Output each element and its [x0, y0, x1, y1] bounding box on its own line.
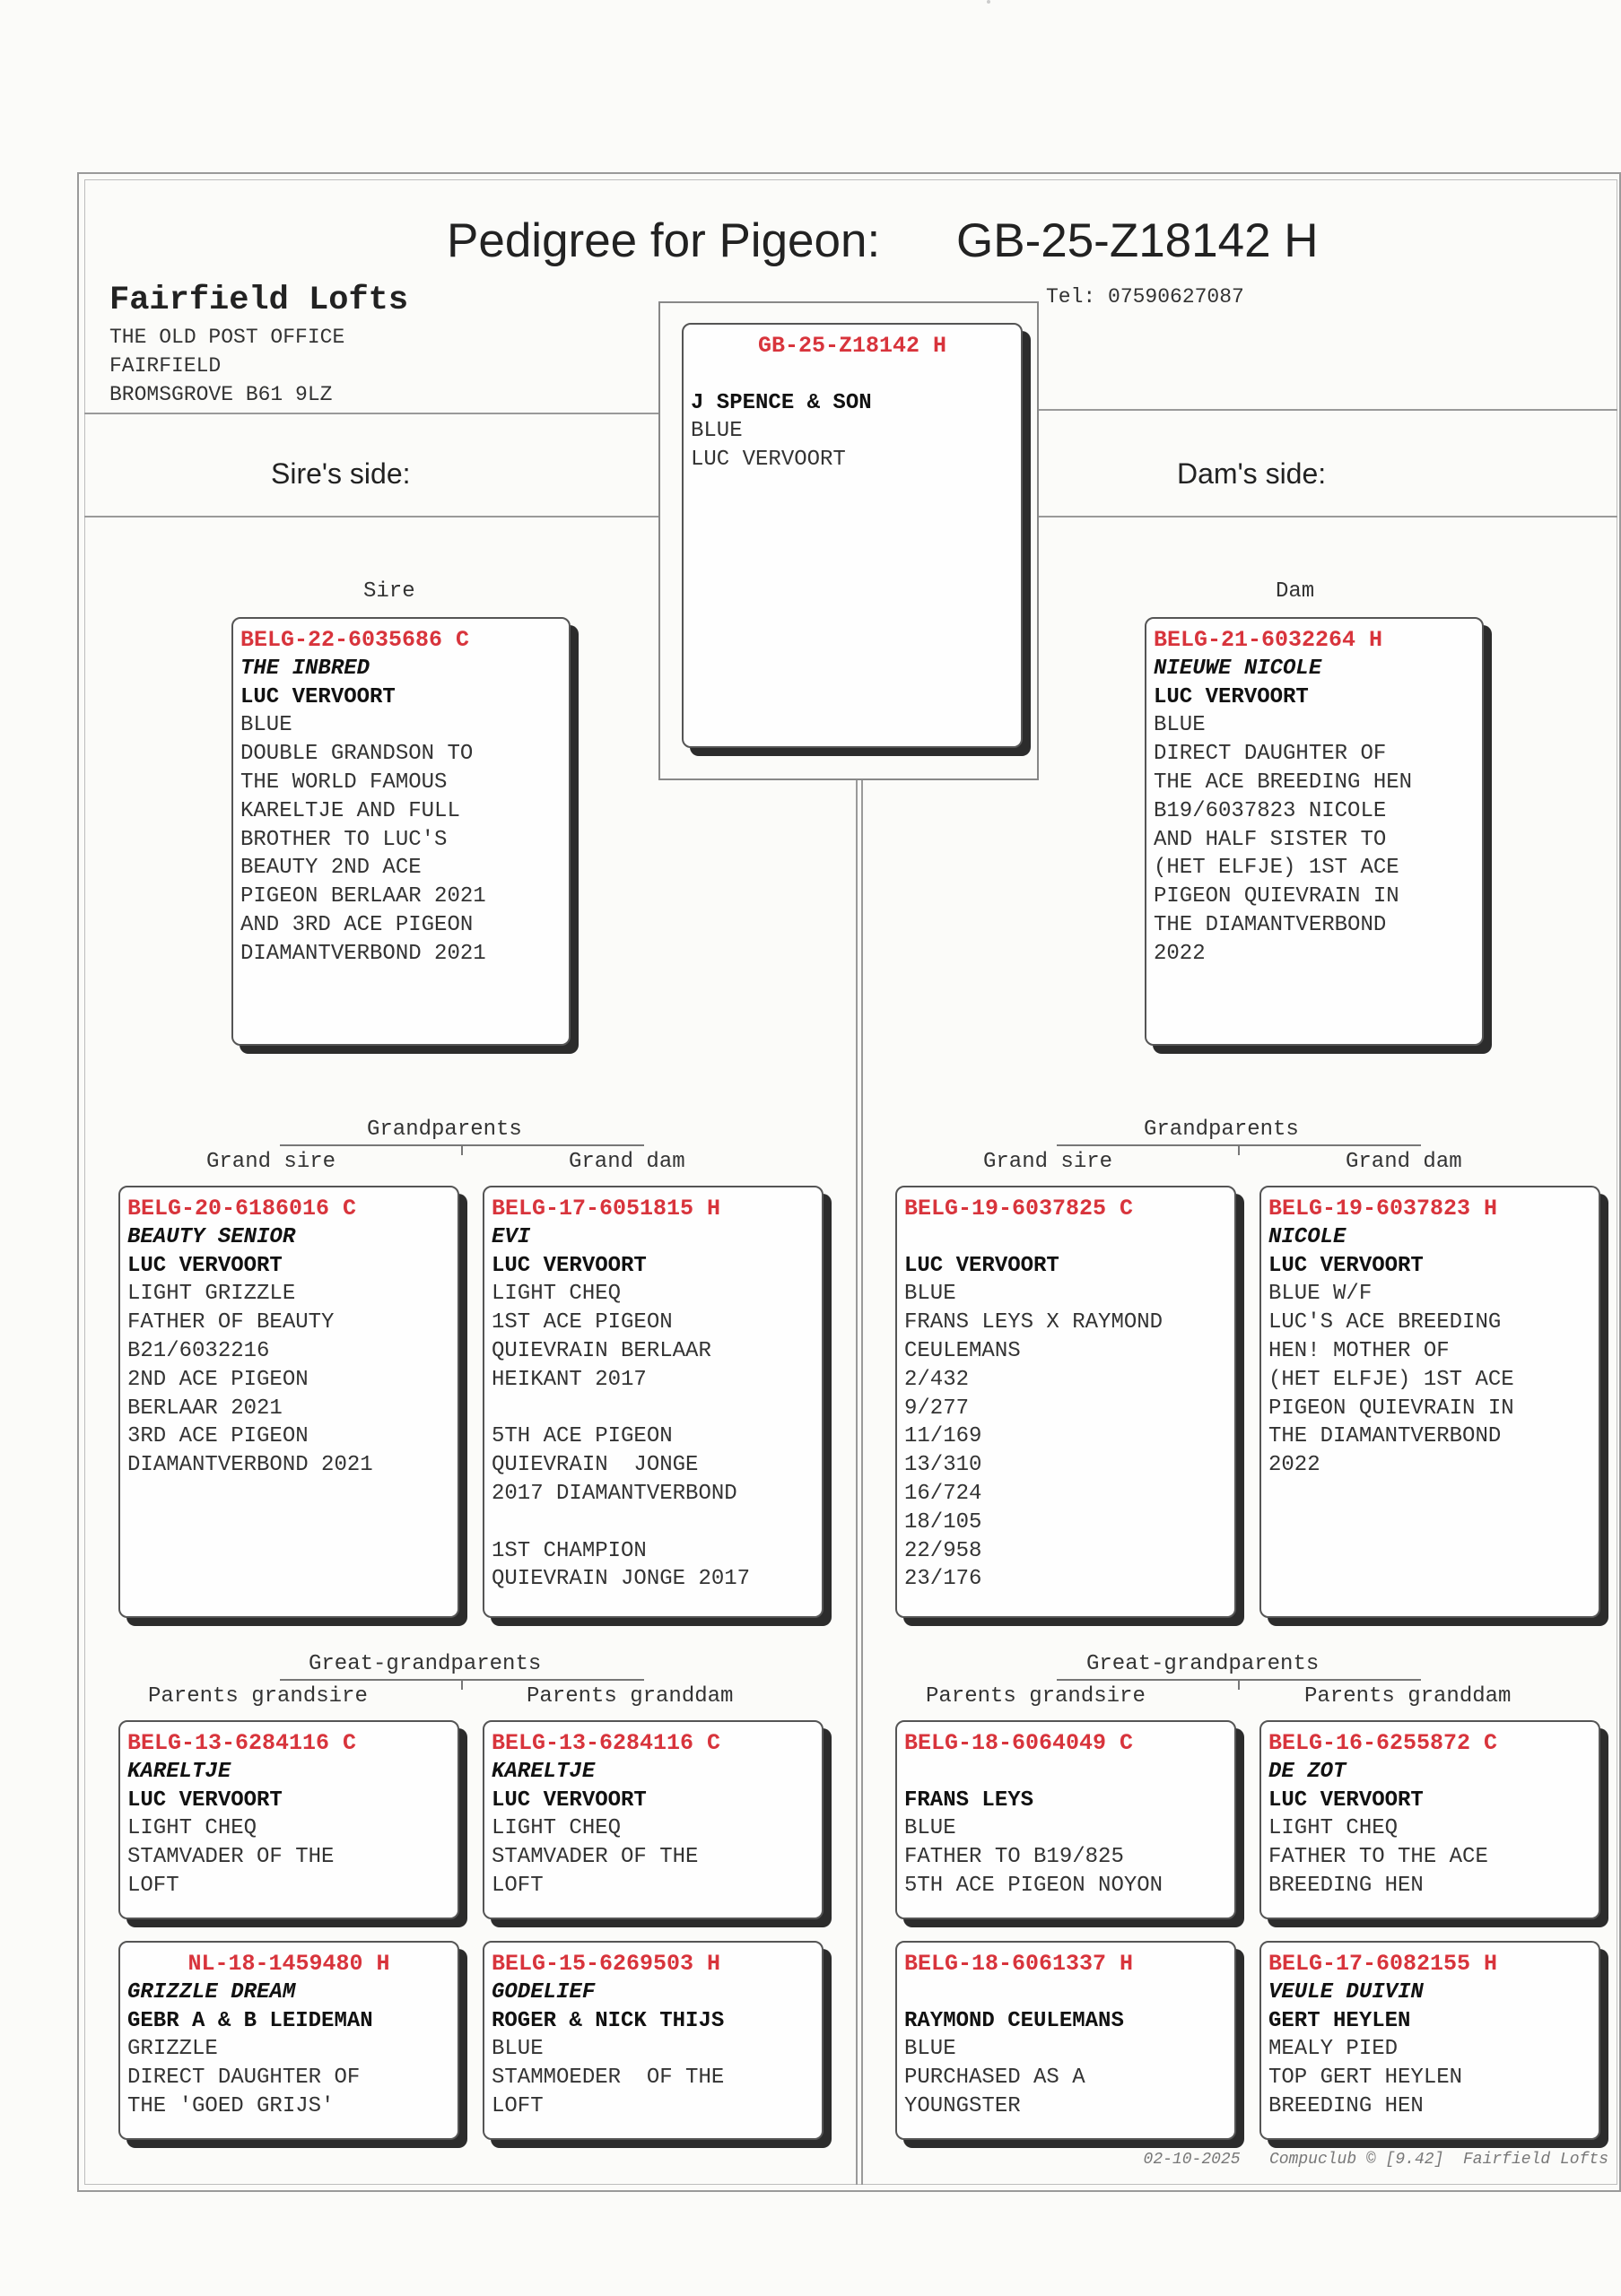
detail-line: BLUE [904, 2037, 956, 2062]
detail-line: STAMVADER OF THE [127, 1845, 335, 1870]
detail-line: STAMVADER OF THE [492, 1845, 699, 1870]
caption-bracket-tick [1238, 1679, 1240, 1690]
caption-parents-grandsire-right: Parents grandsire [926, 1684, 1146, 1709]
ring-number: BELG-18-6064049 C [904, 1730, 1134, 1756]
detail-line: AND 3RD ACE PIGEON [240, 912, 474, 937]
breeder: LUC VERVOORT [492, 1253, 647, 1278]
detail-line: CEULEMANS [904, 1338, 1021, 1363]
detail-line: PURCHASED AS A [904, 2066, 1085, 2091]
title-ring-number: GB-25-Z18142 H [956, 214, 1319, 267]
subject-card [682, 323, 1023, 748]
great-grandparent-card [118, 1720, 459, 1919]
detail-line: 23/176 [904, 1567, 982, 1592]
detail-line: BLUE [1154, 713, 1206, 738]
ring-number: BELG-16-6255872 C [1268, 1730, 1498, 1756]
detail-line: 2022 [1268, 1453, 1320, 1478]
caption-bracket-tick [461, 1144, 463, 1155]
great-grandparent-card [895, 1941, 1236, 2140]
detail-line: THE DIAMANTVERBOND [1268, 1424, 1502, 1449]
detail-line: 11/169 [904, 1424, 982, 1449]
breeder: FRANS LEYS [904, 1787, 1034, 1813]
detail-line: DOUBLE GRANDSON TO [240, 742, 474, 767]
ring-number: BELG-15-6269503 H [492, 1951, 721, 1977]
caption-grandparents-dam-side: Grandparents [1144, 1118, 1299, 1142]
breeder: J SPENCE & SON [691, 390, 872, 415]
detail-line: BERLAAR 2021 [127, 1396, 283, 1421]
pigeon-name [904, 1223, 1227, 1252]
detail-line: YOUNGSTER [904, 2093, 1021, 2118]
detail-line: THE 'GOED GRIJS' [127, 2093, 335, 2118]
detail-line: LIGHT CHEQ [492, 1816, 622, 1841]
detail-line: 2017 DIAMANTVERBOND [492, 1481, 737, 1506]
detail-line: FATHER TO THE ACE [1268, 1845, 1488, 1870]
detail-line: B21/6032216 [127, 1338, 270, 1363]
detail-line: LIGHT CHEQ [127, 1816, 257, 1841]
detail-line: BEAUTY 2ND ACE [240, 856, 422, 881]
caption-grand-dam-left: Grand dam [569, 1150, 685, 1174]
address-line-2: FAIRFIELD [109, 354, 222, 378]
detail-line: QUIEVRAIN JONGE 2017 [492, 1567, 751, 1592]
caption-grandparents-sire-side: Grandparents [367, 1118, 522, 1142]
detail-line: BLUE [691, 419, 743, 444]
detail-line: BLUE [904, 1282, 956, 1307]
detail-line: QUIEVRAIN JONGE [492, 1453, 699, 1478]
great-grandparent-card [118, 1941, 459, 2140]
detail-line: THE WORLD FAMOUS [240, 770, 448, 795]
detail-line: PIGEON QUIEVRAIN IN [1268, 1396, 1514, 1421]
detail-line: LOFT [492, 2093, 544, 2118]
header-divider-left [84, 413, 658, 414]
detail-line: BLUE W/F [1268, 1282, 1373, 1307]
blank-line [691, 361, 1014, 389]
detail-line: BLUE [492, 2037, 544, 2062]
detail-line: 16/724 [904, 1481, 982, 1506]
detail-line: DIAMANTVERBOND 2021 [127, 1453, 373, 1478]
detail-line: LIGHT GRIZZLE [127, 1282, 296, 1307]
side-divider-right [1039, 516, 1617, 517]
detail-line: PIGEON QUIEVRAIN IN [1154, 884, 1399, 909]
scan-mark [987, 0, 990, 4]
great-grandparent-card [1259, 1941, 1600, 2140]
page-title [447, 213, 880, 268]
address-line-1: THE OLD POST OFFICE [109, 326, 345, 349]
detail-line: STAMMOEDER OF THE [492, 2066, 725, 2091]
sire-side-label: Sire's side: [271, 457, 411, 490]
caption-dam: Dam [1276, 579, 1315, 604]
detail-line: BROTHER TO LUC'S [240, 827, 448, 852]
header-divider-right [1039, 409, 1617, 411]
detail-line: PIGEON BERLAAR 2021 [240, 884, 486, 909]
ring-number: BELG-22-6035686 C [240, 627, 470, 653]
detail-line: 5TH ACE PIGEON NOYON [904, 1873, 1163, 1898]
detail-line: BLUE [904, 1816, 956, 1841]
detail-line: HEIKANT 2017 [492, 1367, 647, 1392]
detail-line: LIGHT CHEQ [1268, 1816, 1399, 1841]
telephone: Tel: 07590627087 [1046, 285, 1244, 309]
detail-line [492, 1509, 815, 1537]
detail-line: 2/432 [904, 1367, 970, 1392]
breeder: GEBR A & B LEIDEMAN [127, 2008, 373, 2033]
loft-name: Fairfield Lofts [109, 282, 409, 319]
caption-bracket-tick [461, 1679, 463, 1690]
pigeon-name: NICOLE [1268, 1224, 1346, 1249]
great-grandparent-card [483, 1941, 824, 2140]
center-divider-right [861, 780, 863, 2185]
detail-line: DIRECT DAUGHTER OF [127, 2066, 361, 2091]
detail-line: LIGHT CHEQ [492, 1282, 622, 1307]
footer-credit: 02-10-2025 Compuclub © [9.42] Fairfield Lofts [1143, 2151, 1608, 2169]
detail-line: LOFT [127, 1873, 179, 1898]
caption-grand-sire-right: Grand sire [983, 1150, 1113, 1174]
detail-line: 2022 [1154, 941, 1206, 966]
ring-number: BELG-21-6032264 H [1154, 627, 1383, 653]
detail-line: FRANS LEYS X RAYMOND [904, 1310, 1163, 1335]
pigeon-name: VEULE DUIVIN [1268, 1979, 1424, 2005]
detail-line: 9/277 [904, 1396, 970, 1421]
detail-line: AND HALF SISTER TO [1154, 827, 1387, 852]
pigeon-name: EVI [492, 1224, 531, 1249]
detail-line: QUIEVRAIN BERLAAR [492, 1338, 711, 1363]
great-grandparent-card [1259, 1720, 1600, 1919]
side-divider-left [84, 516, 658, 517]
detail-line: MEALY PIED [1268, 2037, 1399, 2062]
detail-line: 18/105 [904, 1509, 982, 1535]
detail-line: GRIZZLE [127, 2037, 218, 2062]
sire-grand-sire-card [118, 1186, 459, 1618]
caption-great-grandparents-dam-side: Great-grandparents [1086, 1652, 1320, 1676]
pigeon-name: NIEUWE NICOLE [1154, 656, 1322, 681]
pigeon-name: DE ZOT [1268, 1759, 1346, 1784]
breeder: RAYMOND CEULEMANS [904, 2008, 1124, 2033]
detail-line: LOFT [492, 1873, 544, 1898]
breeder: ROGER & NICK THIJS [492, 2008, 725, 2033]
detail-line: LUC VERVOORT [691, 448, 846, 473]
detail-line: THE ACE BREEDING HEN [1154, 770, 1413, 795]
pigeon-name [904, 1979, 1227, 2007]
breeder: LUC VERVOORT [492, 1787, 647, 1813]
pigeon-name: KARELTJE [492, 1759, 596, 1784]
detail-line: HEN! MOTHER OF [1268, 1338, 1450, 1363]
ring-number: BELG-20-6186016 C [127, 1196, 357, 1222]
great-grandparent-card [483, 1720, 824, 1919]
pigeon-name: GRIZZLE DREAM [127, 1979, 296, 2005]
title-ring [956, 213, 1319, 268]
detail-line: (HET ELFJE) 1ST ACE [1268, 1367, 1514, 1392]
caption-parents-granddam-left: Parents granddam [527, 1684, 734, 1709]
caption-sire: Sire [363, 579, 415, 604]
detail-line: BLUE [240, 713, 292, 738]
caption-parents-granddam-right: Parents granddam [1304, 1684, 1512, 1709]
detail-line: TOP GERT HEYLEN [1268, 2066, 1463, 2091]
pigeon-name: KARELTJE [127, 1759, 231, 1784]
great-grandparent-card [895, 1720, 1236, 1919]
breeder: LUC VERVOORT [904, 1253, 1059, 1278]
detail-line: 22/958 [904, 1538, 982, 1563]
ring-number: BELG-18-6061337 H [904, 1951, 1134, 1977]
breeder: LUC VERVOORT [1268, 1253, 1424, 1278]
ring-number: BELG-19-6037825 C [904, 1196, 1134, 1222]
ring-number: BELG-19-6037823 H [1268, 1196, 1498, 1222]
detail-line: 5TH ACE PIGEON [492, 1424, 673, 1449]
caption-bracket-tick [1238, 1144, 1240, 1155]
pigeon-name: BEAUTY SENIOR [127, 1224, 296, 1249]
caption-great-grandparents-sire-side: Great-grandparents [309, 1652, 542, 1676]
ring-number: BELG-13-6284116 C [492, 1730, 721, 1756]
dam-side-label: Dam's side: [1177, 457, 1327, 490]
center-divider-left [856, 780, 858, 2185]
breeder: LUC VERVOORT [127, 1253, 283, 1278]
sire-grand-dam-card [483, 1186, 824, 1618]
pigeon-name [904, 1758, 1227, 1787]
detail-line: 13/310 [904, 1453, 982, 1478]
detail-line: B19/6037823 NICOLE [1154, 798, 1387, 823]
caption-parents-grandsire-left: Parents grandsire [148, 1684, 368, 1709]
detail-line [492, 1395, 815, 1423]
address-line-3: BROMSGROVE B61 9LZ [109, 383, 333, 406]
title-prefix: Pedigree for Pigeon: [447, 214, 881, 267]
ring-number: BELG-17-6051815 H [492, 1196, 721, 1222]
detail-line: LUC'S ACE BREEDING [1268, 1310, 1502, 1335]
detail-line: THE DIAMANTVERBOND [1154, 912, 1387, 937]
breeder: LUC VERVOORT [240, 684, 396, 709]
detail-line: 1ST ACE PIGEON [492, 1310, 673, 1335]
detail-line: BREEDING HEN [1268, 2093, 1424, 2118]
pigeon-name: GODELIEF [492, 1979, 596, 2005]
detail-line: 3RD ACE PIGEON [127, 1424, 309, 1449]
caption-grand-sire-left: Grand sire [206, 1150, 336, 1174]
detail-line: DIRECT DAUGHTER OF [1154, 742, 1387, 767]
sire-card [231, 617, 571, 1046]
dam-grand-sire-card [895, 1186, 1236, 1618]
ring-number: BELG-17-6082155 H [1268, 1951, 1498, 1977]
detail-line: DIAMANTVERBOND 2021 [240, 941, 486, 966]
breeder: LUC VERVOORT [1268, 1787, 1424, 1813]
detail-line: (HET ELFJE) 1ST ACE [1154, 856, 1399, 881]
dam-card [1145, 617, 1484, 1046]
ring-number: BELG-13-6284116 C [127, 1730, 357, 1756]
breeder: LUC VERVOORT [127, 1787, 283, 1813]
detail-line: KARELTJE AND FULL [240, 798, 460, 823]
detail-line: 2ND ACE PIGEON [127, 1367, 309, 1392]
detail-line: 1ST CHAMPION [492, 1538, 647, 1563]
ring-number: NL-18-1459480 H [187, 1951, 390, 1977]
detail-line: BREEDING HEN [1268, 1873, 1424, 1898]
breeder: GERT HEYLEN [1268, 2008, 1411, 2033]
pigeon-name: THE INBRED [240, 656, 370, 681]
ring-number: GB-25-Z18142 H [757, 333, 947, 359]
detail-line: FATHER TO B19/825 [904, 1845, 1124, 1870]
caption-grand-dam-right: Grand dam [1346, 1150, 1462, 1174]
dam-grand-dam-card [1259, 1186, 1600, 1618]
breeder: LUC VERVOORT [1154, 684, 1309, 709]
detail-line: FATHER OF BEAUTY [127, 1310, 335, 1335]
